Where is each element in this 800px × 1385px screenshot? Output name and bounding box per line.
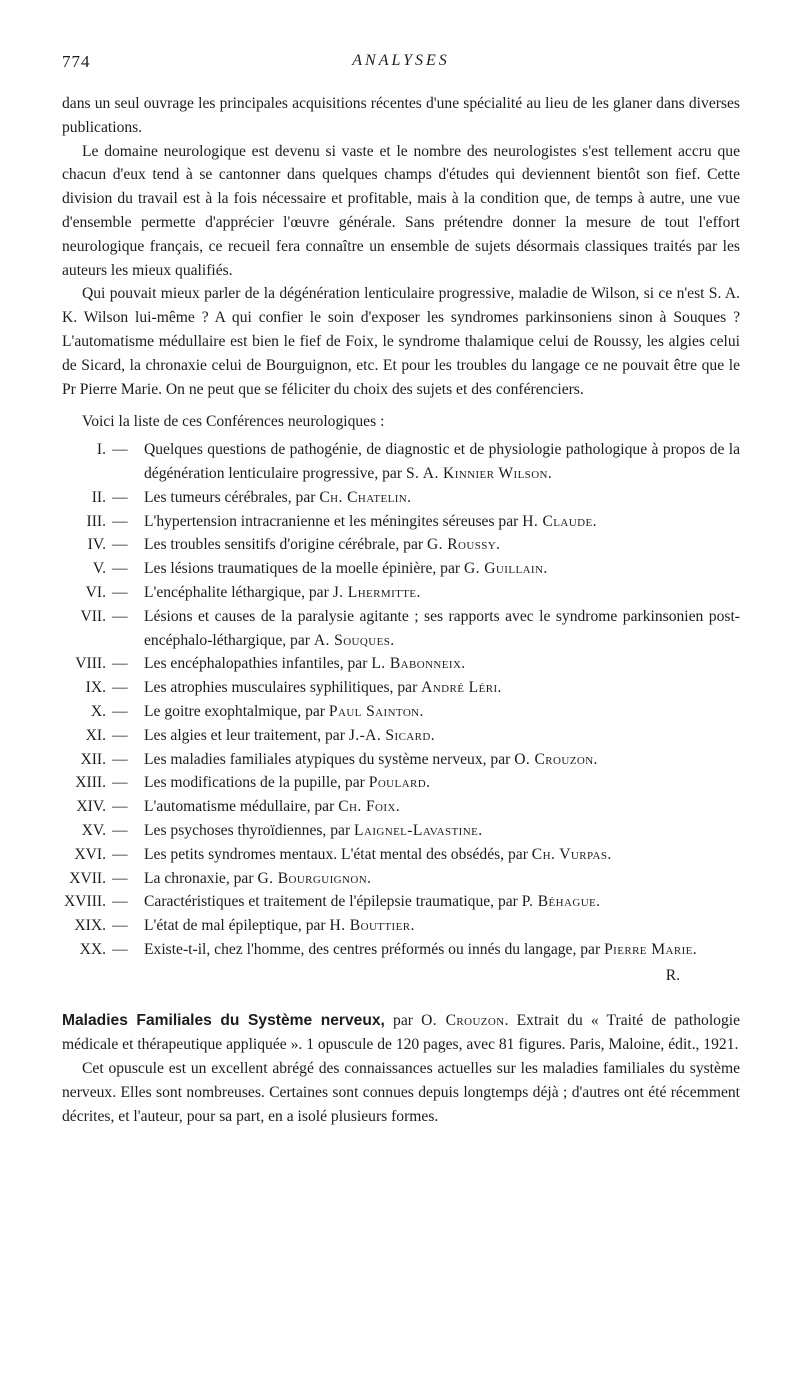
review-author: O. Crouzon — [421, 1012, 505, 1030]
lecture-end-punctuation: . — [410, 917, 415, 935]
review-by: par — [393, 1012, 413, 1030]
lecture-dash: — — [112, 940, 128, 958]
lecture-number: XVIII. — [64, 893, 106, 911]
review-title: Maladies Familiales du Système nerveux, — [62, 1012, 385, 1030]
lecture-item — [62, 771, 740, 795]
lecture-title: L'encéphalite léthargique, par — [144, 583, 329, 601]
lecture-author: H. Bouttier — [329, 917, 411, 935]
lecture-end-punctuation: . — [416, 583, 421, 601]
lecture-author: Ch. Vurpas — [531, 845, 608, 863]
review-heading — [62, 1009, 740, 1057]
intro-paragraph-1: dans un seul ouvrage les principales acquisitions récentes d'une spécialité au lieu de les glaner dans diverses publications. — [62, 95, 740, 136]
lecture-item — [62, 581, 740, 605]
lecture-end-punctuation: . — [430, 726, 435, 744]
lecture-author: A. Souques — [313, 631, 391, 649]
lecture-author: P. Béhague — [521, 893, 597, 911]
lecture-title: L'automatisme médullaire, par — [144, 798, 335, 816]
lecture-dash: — — [112, 750, 128, 768]
lecture-item — [62, 676, 740, 700]
lecture-author: G. Bourguignon — [257, 869, 368, 887]
lecture-end-punctuation: . — [497, 679, 502, 697]
lecture-number: III. — [86, 512, 106, 530]
lecture-list — [62, 438, 740, 962]
running-head: ANALYSES — [352, 52, 450, 69]
lecture-item — [62, 748, 740, 772]
lecture-dash: — — [112, 774, 128, 792]
lecture-number: IX. — [85, 679, 106, 697]
lecture-title: Quelques questions de pathogénie, de diagnostic et de physiologie pathologique à propos de la dégénération lenticulaire progressive, par — [144, 441, 740, 482]
lecture-author: J. Lhermitte — [332, 583, 417, 601]
lecture-end-punctuation: . — [478, 821, 483, 839]
lecture-end-punctuation: . — [390, 631, 395, 649]
lecture-end-punctuation: . — [692, 940, 697, 958]
lecture-dash: — — [112, 679, 128, 697]
lecture-item — [62, 510, 740, 534]
lecture-number: VI. — [85, 583, 106, 601]
lecture-author: André Léri — [421, 679, 498, 697]
lecture-number: XVI. — [74, 845, 106, 863]
lecture-end-punctuation: . — [395, 798, 400, 816]
lecture-dash: — — [112, 441, 128, 459]
lecture-item — [62, 819, 740, 843]
lecture-dash: — — [112, 893, 128, 911]
lecture-dash: — — [112, 702, 128, 720]
lecture-number: II. — [91, 488, 106, 506]
page-header — [62, 52, 740, 78]
lecture-number: VIII. — [75, 655, 106, 673]
lecture-end-punctuation: . — [543, 560, 548, 578]
lecture-item — [62, 890, 740, 914]
lecture-title: Les troubles sensitifs d'origine cérébrale, par — [144, 536, 424, 554]
intro-paragraph-2: Le domaine neurologique est devenu si vaste et le nombre des neurologistes s'est tellement accru que chacun d'eux tend à se cantonner dans quelques champs d'études qui deviennent bientôt son fief. Cette division du travail est à la fois nécessaire et profitable, mais à la condition que, de temps à autre, une vue d'ensemble permette d'apprécier l'œuvre générale. Sans prétendre donner la mesure de tout l'effort neurologique français, ce recueil fera connaître un ensemble de sujets désormais classiques traités par les auteurs les mieux qualifiés. — [62, 142, 740, 279]
review-citation: . Extrait du « Traité de pathologie médicale et thérapeutique appliquée ». 1 opuscule de 120 pages, avec 81 figures. Paris, Maloine, édit., 1921. — [62, 1012, 741, 1054]
lecture-number: XI. — [85, 726, 106, 744]
lecture-end-punctuation: . — [593, 750, 598, 768]
lecture-title: Les atrophies musculaires syphilitiques, par — [144, 679, 418, 697]
lecture-item — [62, 486, 740, 510]
lecture-title: Les encéphalopathies infantiles, par — [144, 655, 368, 673]
lecture-title: La chronaxie, par — [144, 869, 254, 887]
lecture-item — [62, 533, 740, 557]
lecture-dash: — — [112, 869, 128, 887]
lecture-title: Les maladies familiales atypiques du système nerveux, par — [144, 750, 511, 768]
lecture-number: XIV. — [76, 798, 106, 816]
review-body: Cet opuscule est un excellent abrégé des connaissances actuelles sur les maladies familiales du système nerveux. Elles sont nombreuses. Certaines sont connues depuis longtemps déjà ; d'autres ont été récemment décrites, et l'auteur, pour sa part, en a isolé plusieurs formes. — [62, 1060, 740, 1125]
lecture-title: Les tumeurs cérébrales, par — [144, 488, 316, 506]
lecture-end-punctuation: . — [461, 655, 466, 673]
lecture-number: VII. — [80, 607, 106, 625]
lecture-author: O. Crouzon — [514, 750, 594, 768]
page-number: 774 — [62, 52, 91, 71]
lecture-end-punctuation: . — [547, 464, 552, 482]
lecture-number: XII. — [80, 750, 106, 768]
lecture-item — [62, 843, 740, 867]
lecture-dash: — — [112, 536, 128, 554]
lecture-end-punctuation: . — [496, 536, 501, 554]
lecture-end-punctuation: . — [607, 845, 612, 863]
lecture-title: Les modifications de la pupille, par — [144, 774, 365, 792]
lecture-number: XVII. — [69, 869, 106, 887]
lecture-end-punctuation: . — [367, 869, 371, 887]
lecture-item — [62, 724, 740, 748]
lecture-dash: — — [112, 845, 128, 863]
lecture-author: Laignel-Lavastine — [354, 821, 479, 839]
lecture-dash: — — [112, 798, 128, 816]
lecture-number: I. — [96, 441, 106, 459]
review-entry — [62, 1009, 740, 1128]
lecture-title: Les petits syndromes mentaux. L'état mental des obsédés, par — [144, 845, 528, 863]
lecture-dash: — — [112, 607, 128, 625]
lecture-number: XV. — [81, 821, 106, 839]
lecture-dash: — — [112, 655, 128, 673]
lecture-end-punctuation: . — [426, 774, 430, 792]
lecture-number: V. — [92, 560, 106, 578]
lecture-title: Le goitre exophtalmique, par — [144, 702, 325, 720]
lecture-end-punctuation: . — [596, 893, 601, 911]
lecture-dash: — — [112, 560, 128, 578]
lecture-author: G. Guillain — [464, 560, 544, 578]
lecture-title: Caractéristiques et traitement de l'épilepsie traumatique, par — [144, 893, 518, 911]
lecture-author: Ch. Foix — [338, 798, 396, 816]
lecture-number: XIII. — [75, 774, 106, 792]
lecture-author: L. Babonneix — [371, 655, 462, 673]
lecture-dash: — — [112, 917, 128, 935]
lecture-number: X. — [90, 702, 106, 720]
lecture-dash: — — [112, 821, 128, 839]
lecture-item — [62, 795, 740, 819]
lecture-item — [62, 652, 740, 676]
lecture-author: Pierre Marie — [604, 940, 693, 958]
lecture-item — [62, 867, 740, 891]
lecture-dash: — — [112, 488, 128, 506]
lecture-title: L'hypertension intracranienne et les méningites séreuses par — [144, 512, 519, 530]
lecture-author: S. A. Kinnier Wilson — [405, 464, 548, 482]
lecture-author: Paul Sainton — [328, 702, 420, 720]
lecture-number: IV. — [87, 536, 106, 554]
lecture-author: H. Claude — [522, 512, 593, 530]
lecture-title: Les psychoses thyroïdiennes, par — [144, 821, 351, 839]
lecture-number: XX. — [79, 940, 106, 958]
page-body — [62, 92, 740, 1128]
lecture-author: Ch. Chatelin — [319, 488, 408, 506]
lecture-item — [62, 700, 740, 724]
lecture-author: Poulard — [368, 774, 427, 792]
lecture-item — [62, 438, 740, 486]
lecture-dash: — — [112, 726, 128, 744]
lecture-end-punctuation: . — [592, 512, 597, 530]
lecture-title: Les lésions traumatiques de la moelle épinière, par — [144, 560, 461, 578]
lecture-dash: — — [112, 583, 128, 601]
lecture-number: XIX. — [74, 917, 106, 935]
lecture-item — [62, 914, 740, 938]
intro-paragraph-3: Qui pouvait mieux parler de la dégénération lenticulaire progressive, maladie de Wilson, si ce n'est S. A. K. Wilson lui-même ? A qui confier le soin d'exposer les syndromes parkinsoniens sinon à Souques ? L'automatisme médullaire est bien le fief de Foix, le syndrome thalamique celui de Roussy, les algies celui de Sicard, la chronaxie celui de Bourguignon, etc. Et pour les troubles du langage ce ne pouvait être que le Pr Pierre Marie. On ne peut que se féliciter du choix des sujets et des conférenciers. — [62, 285, 740, 398]
lecture-item — [62, 557, 740, 581]
lecture-end-punctuation: . — [407, 488, 412, 506]
lecture-author: J.-A. Sicard — [348, 726, 431, 744]
lecture-title: Les algies et leur traitement, par — [144, 726, 345, 744]
lecture-dash: — — [112, 512, 128, 530]
lecture-title: Lésions et causes de la paralysie agitante ; ses rapports avec le syndrome parkinsonien post-encéphalo-léthargique, par — [144, 607, 740, 649]
lecture-item — [62, 938, 740, 962]
lecture-item — [62, 605, 740, 653]
lecture-title: Existe-t-il, chez l'homme, des centres préformés ou innés du langage, par — [144, 940, 601, 958]
lecture-list-intro: Voici la liste de ces Conférences neurologiques : — [82, 413, 385, 431]
lecture-author: G. Roussy — [426, 536, 497, 554]
review-signature: R. — [665, 966, 680, 984]
lecture-title: L'état de mal épileptique, par — [144, 917, 326, 935]
lecture-end-punctuation: . — [419, 702, 424, 720]
